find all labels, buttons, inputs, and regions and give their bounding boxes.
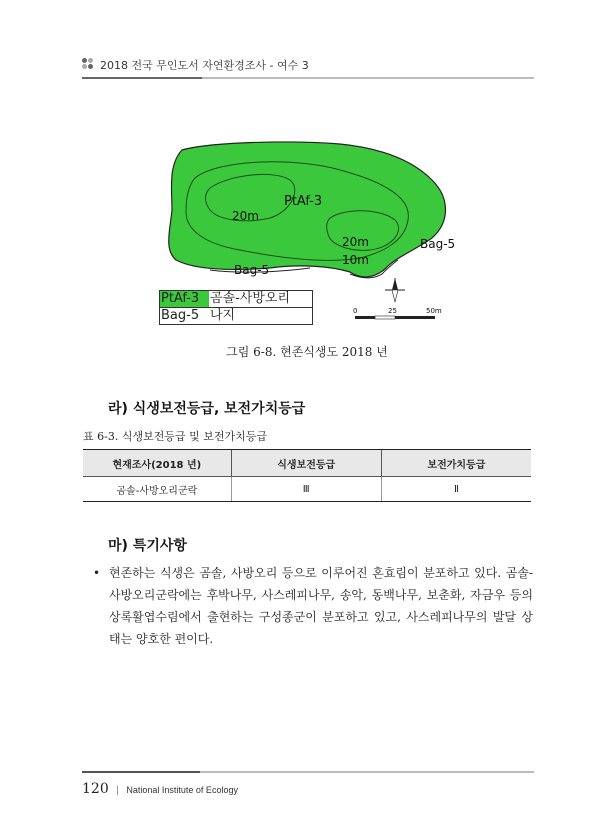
dots-grid-icon: [82, 58, 94, 70]
scale-label-mid: 25: [388, 307, 397, 315]
scale-bar: [353, 307, 442, 319]
legend-name: 곰솔-사방오리: [210, 291, 291, 306]
footer-rule: [82, 771, 534, 773]
legend-code: Bag-5: [161, 308, 200, 323]
table-header-cell: 현재조사(2018 년): [83, 450, 231, 477]
map-label-contour-20m-right: 20m: [342, 235, 369, 249]
table-header-cell: 식생보전등급: [231, 450, 381, 477]
table-cell: Ⅲ: [231, 477, 381, 502]
section-title-remarks: 마) 특기사항: [108, 538, 187, 554]
bullet-dot: •: [93, 566, 101, 580]
map-label-bare-bottom: Bag-5: [234, 263, 270, 277]
north-arrow-icon: [385, 278, 405, 302]
footer-organization: National Institute of Ecology: [126, 785, 238, 795]
page-number: 120: [82, 781, 109, 797]
figure-caption: 그림 6-8. 현존식생도 2018 년: [226, 345, 388, 359]
scale-label-zero: 0: [353, 307, 358, 315]
footer-separator: |: [115, 785, 120, 796]
table-cell: 곰솔-사방오리군락: [83, 477, 231, 502]
remarks-paragraph: [93, 562, 533, 650]
table-caption: 표 6-3. 식생보전등급 및 보전가치등급: [83, 430, 267, 443]
legend-name: 나지: [210, 308, 236, 323]
section-title-conservation-grade: 라) 식생보전등급, 보전가치등급: [108, 401, 306, 417]
scale-label-end: 50m: [426, 307, 442, 315]
map-label-contour-20m-left: 20m: [232, 209, 259, 223]
map-label-bare-right: Bag-5: [420, 237, 456, 251]
bullet-text: 현존하는 식생은 곰솔, 사방오리 등으로 이루어진 혼효림이 분포하고 있다. 곰솔-사방오리군락에는 후박나무, 사스레피나무, 송악, 동백나무, 보춘화, 자금우 등의 상록활엽수림에서 출현하는 구성종군이 분포하고 있고, 사스레피나무의 발달 상태는 양호한 편이다.: [109, 566, 533, 646]
table-header-row: [83, 450, 531, 477]
table-cell: Ⅱ: [381, 477, 531, 502]
legend-row: [160, 291, 312, 307]
page-header: [82, 52, 534, 78]
conservation-grade-table: [83, 449, 531, 502]
map-label-community-code: PtAf-3: [284, 194, 323, 209]
header-title: 2018 전국 무인도서 자연환경조사 - 여수 3: [100, 59, 309, 72]
table-header-cell: 보전가치등급: [381, 450, 531, 477]
header-rule: [82, 77, 534, 79]
map-label-contour-10m: 10m: [342, 253, 369, 267]
page-footer: [82, 781, 238, 797]
island-vegetation-area: [169, 142, 446, 277]
map-legend: [159, 290, 313, 325]
legend-code: PtAf-3: [160, 291, 209, 307]
legend-row: [160, 307, 312, 324]
table-row: [83, 477, 531, 502]
